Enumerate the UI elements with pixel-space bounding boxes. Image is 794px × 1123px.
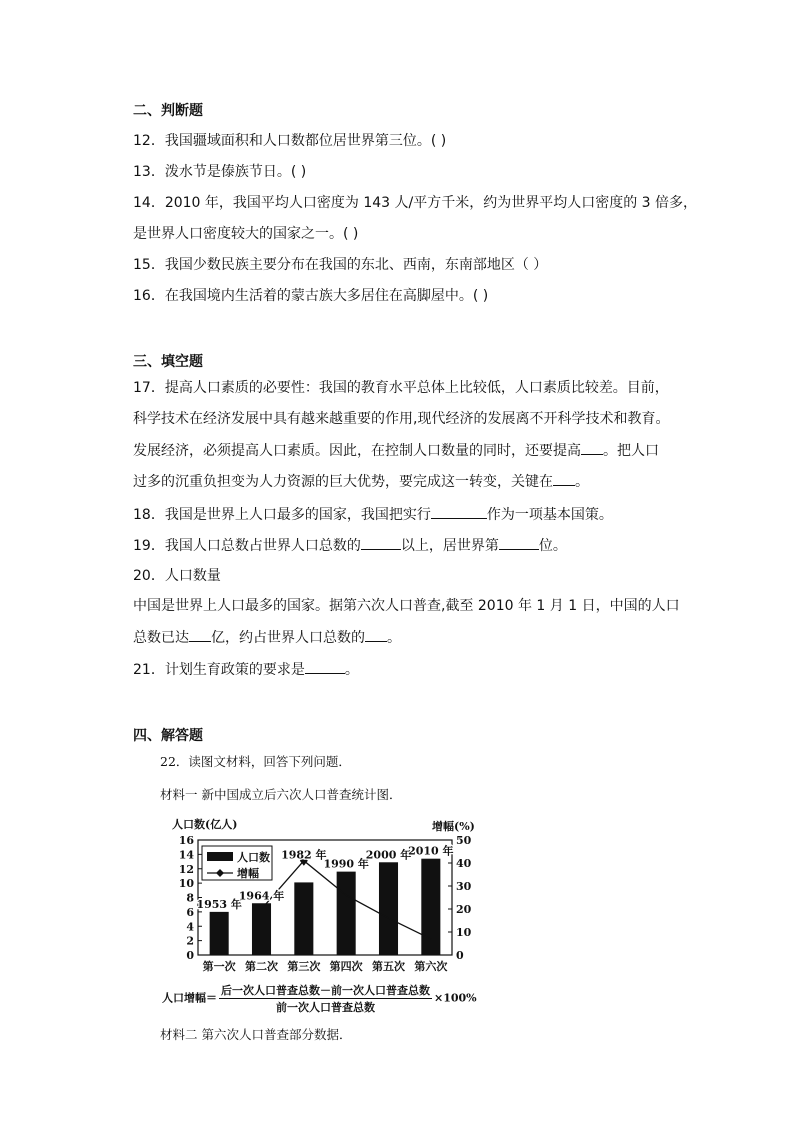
formula-fraction: [219, 982, 432, 1015]
year-label: 2000 年: [365, 848, 412, 862]
year-label: 1953 年: [196, 897, 242, 911]
question-20-line-2: [133, 627, 401, 648]
y-tick-label: 4: [186, 920, 194, 934]
question-13: 13．泼水节是傣族节日。( ): [133, 164, 307, 180]
question-17-text: 。: [575, 474, 589, 490]
material-2-caption: 材料二 第六次人口普查部分数据．: [160, 1027, 352, 1042]
y-tick-label: 10: [178, 877, 194, 891]
x-tick-label: 第四次: [329, 960, 363, 973]
question-19-text: 以上，居世界第: [400, 538, 499, 554]
section-title-fill: 三、填空题: [133, 354, 203, 370]
y-tick-label: 16: [178, 834, 194, 847]
question-20-text: 总数已达: [133, 630, 189, 646]
bar-6: [421, 859, 440, 955]
question-21-text: 21．计划生育政策的要求是: [133, 662, 305, 678]
question-17-line-2: 科学技术在经济发展中具有越来越重要的作用,现代经济的发展离不开科学技术和教育。: [133, 411, 670, 427]
question-21-text: 。: [344, 662, 359, 678]
legend-label: 增幅: [237, 867, 259, 880]
bar-3: [294, 882, 313, 955]
bar-4: [337, 872, 356, 955]
y-tick-label: 8: [186, 891, 194, 905]
y-tick-label: 0: [186, 949, 194, 962]
question-14-line-2: 是世界人口密度较大的国家之一。( ): [133, 226, 359, 242]
y-axis-title: 人口数(亿人): [172, 818, 238, 831]
question-17-line-1: 17．提高人口素质的必要性：我国的教育水平总体上比较低，人口素质比较差。目前，: [133, 380, 669, 396]
question-19-text: 位。: [538, 538, 567, 554]
year-label: 1964 年: [238, 889, 285, 903]
question-20-line-1: 中国是世界上人口最多的国家。据第六次人口普查,截至 2010 年 1 月 1 日，中国的人口: [133, 598, 680, 614]
y-tick-label: 14: [178, 848, 194, 862]
question-18: [133, 504, 613, 525]
answer-blank[interactable]: [365, 627, 387, 642]
y2-tick-label: 50: [456, 834, 472, 847]
x-tick-label: 第五次: [372, 960, 405, 973]
question-19-text: 19．我国人口总数占世界人口总数的: [133, 538, 361, 554]
section-title-answer: 四、解答题: [133, 728, 203, 744]
answer-blank[interactable]: [581, 440, 603, 455]
question-17-text: 。把人口: [603, 443, 659, 459]
y2-tick-label: 30: [456, 880, 472, 893]
x-tick-label: 第二次: [245, 960, 278, 973]
formula-tail: ×100%: [434, 991, 477, 1005]
formula-denominator: 前一次人口普查总数: [276, 1001, 375, 1014]
y-tick-label: 6: [186, 905, 194, 919]
question-20-title: 20．人口数量: [133, 568, 221, 584]
question-20-text: 。: [387, 630, 401, 646]
answer-blank[interactable]: [189, 627, 211, 642]
growth-formula: [162, 982, 477, 1015]
question-17-line-4: [133, 471, 589, 492]
y2-tick-label: 20: [456, 903, 472, 916]
question-18-text: 作为一项基本国策。: [486, 507, 613, 523]
formula-label: 人口增幅＝: [162, 991, 217, 1005]
x-tick-label: 第一次: [202, 960, 236, 973]
y2-tick-label: 10: [456, 926, 472, 939]
y2-tick-label: 40: [456, 857, 472, 870]
year-label: 2010 年: [408, 844, 454, 858]
bar-5: [379, 862, 398, 955]
question-18-text: 18．我国是世界上人口最多的国家，我国把实行: [133, 507, 431, 523]
question-16: 16．在我国境内生活着的蒙古族大多居住在高脚屋中。( ): [133, 288, 489, 304]
question-15: 15．我国少数民族主要分布在我国的东北、西南，东南部地区（ ）: [133, 257, 548, 273]
y-tick-label: 12: [178, 862, 194, 876]
question-19: [133, 535, 567, 556]
y2-tick-label: 0: [456, 949, 464, 962]
formula-numerator: 后一次人口普查总数－前一次人口普查总数: [221, 984, 430, 997]
material-1-caption: 材料一 新中国成立后六次人口普查统计图．: [160, 787, 402, 802]
section-title-judge: 二、判断题: [133, 103, 203, 119]
question-12: 12．我国疆域面积和人口数都位居世界第三位。( ): [133, 133, 447, 149]
question-17-line-3: [133, 440, 659, 461]
answer-blank[interactable]: [361, 535, 401, 550]
x-tick-label: 第六次: [414, 960, 448, 973]
question-20-text: 亿，约占世界人口总数的: [211, 630, 365, 646]
answer-blank[interactable]: [305, 659, 345, 674]
answer-blank[interactable]: [431, 504, 487, 519]
answer-blank[interactable]: [499, 535, 539, 550]
year-label: 1982 年: [281, 848, 327, 862]
y2-axis-title: 增幅(%): [432, 820, 475, 833]
bar-1: [210, 912, 229, 955]
question-21: [133, 659, 359, 680]
question-14-line-1: 14．2010 年，我国平均人口密度为 143 人/平方千米，约为世界平均人口密度的 3 倍多，: [133, 195, 698, 211]
year-label: 1990 年: [323, 857, 369, 871]
census-chart: [150, 815, 495, 975]
y-tick-label: 2: [186, 934, 194, 948]
legend-bar-swatch: [207, 852, 233, 861]
question-17-text: 过多的沉重负担变为人力资源的巨大优势，要完成这一转变，关键在: [133, 474, 553, 490]
question-17-text: 发展经济，必须提高人口素质。因此，在控制人口数量的同时，还要提高: [133, 443, 581, 459]
x-tick-label: 第三次: [287, 960, 321, 973]
answer-blank[interactable]: [553, 471, 575, 486]
question-22-stem: 22．读图文材料，回答下列问题．: [160, 754, 351, 769]
legend-label: 人口数: [237, 851, 270, 864]
bar-2: [252, 903, 271, 955]
